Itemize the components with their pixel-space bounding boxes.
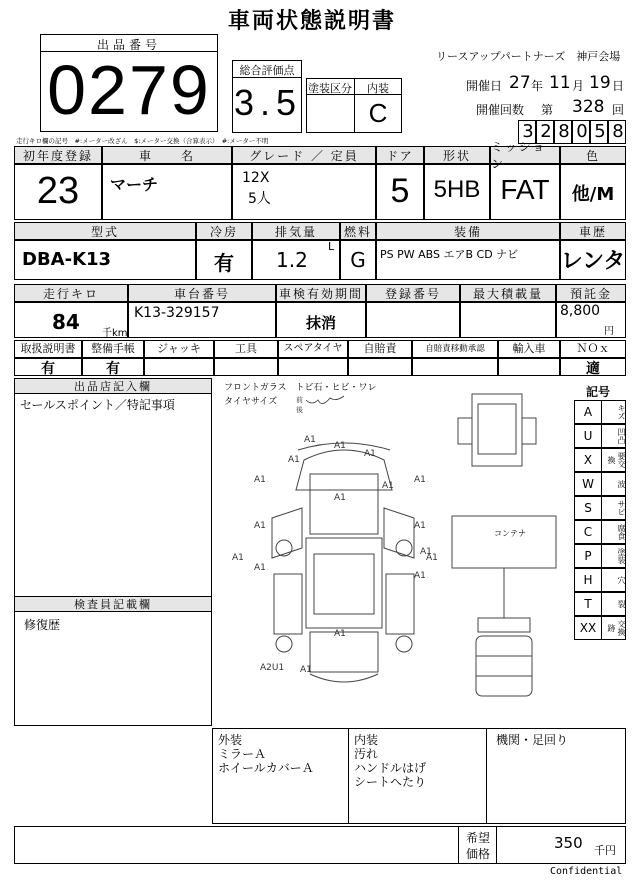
damage-mark: A1 <box>334 629 346 639</box>
lot-number: 0279 <box>47 51 211 129</box>
svg-text:前: 前 <box>296 396 303 404</box>
legend-desc: 穴 <box>617 576 626 584</box>
legend-row <box>574 520 626 544</box>
damage-mark: A1 <box>364 449 376 459</box>
legend-desc: 腐食 <box>617 524 626 540</box>
legend-desc: キズ <box>617 404 626 420</box>
first-reg-year: 23 <box>36 170 80 212</box>
legend-row <box>574 616 626 640</box>
code-digit: 3 <box>522 121 534 142</box>
aircon: 有 <box>214 251 234 275</box>
displacement-unit: L <box>328 240 335 253</box>
lot-label: 出品番号 <box>96 38 161 52</box>
price-label-2: 価格 <box>466 847 491 861</box>
history: レンタ <box>560 249 626 274</box>
price-label-1: 希望 <box>466 831 491 845</box>
shape: 5HB <box>433 176 481 203</box>
hdr-jibaiseki-transfer: 自賠責移動承認 <box>412 340 498 358</box>
displacement: 1.2 <box>276 248 308 272</box>
damage-mark: A1 <box>254 563 266 573</box>
hdr-nox: ＮＯｘ <box>560 340 626 358</box>
hdr-aircon: 冷房 <box>196 222 252 240</box>
footer-confidential: Confidential <box>550 866 623 877</box>
fuel: G <box>350 248 366 272</box>
price-value: 350 <box>554 834 583 852</box>
hdr-grade: グレード ／ 定員 <box>232 146 376 164</box>
svg-text:後: 後 <box>296 406 303 414</box>
date-day-unit: 日 <box>612 79 625 93</box>
venue: リースアップパートナーズ 神戸会場 <box>436 50 621 63</box>
hdr-model: 型式 <box>14 222 196 240</box>
damage-mark: A1 <box>420 547 432 557</box>
damage-mark: A1 <box>426 553 438 563</box>
legend-desc: 交換跡 <box>607 620 626 636</box>
score-label: 総合評価点 <box>239 64 295 77</box>
deposit-unit: 円 <box>604 326 614 337</box>
service-book-value: 有 <box>106 361 120 377</box>
legend-row <box>574 544 626 568</box>
interior-line-1: 汚れ <box>354 747 379 761</box>
chassis-number: K13-329157 <box>134 305 220 321</box>
hdr-service-book: 整備手帳 <box>82 340 144 358</box>
legend-desc: 要交換 <box>607 452 626 468</box>
date-month-unit: 月 <box>572 79 585 93</box>
legend-code: P <box>575 545 602 567</box>
windshield-note: フロントガラス トビ石・ヒビ・ワレ <box>224 383 377 393</box>
manual-value: 有 <box>41 361 55 377</box>
date-year: 27 <box>509 73 531 93</box>
legend-desc: 塗装 <box>617 548 626 564</box>
doors: 5 <box>390 172 410 210</box>
mileage: 84 <box>52 310 80 334</box>
tire-size-label: タイヤサイズ <box>224 397 278 407</box>
interior-label: 内装 <box>367 82 389 95</box>
damage-mark: A2U1 <box>260 663 285 673</box>
code-digit: 0 <box>576 121 588 142</box>
legend-code: T <box>575 593 602 615</box>
hdr-mission: ミッション <box>490 146 560 164</box>
exterior-label: 外装 <box>218 733 243 747</box>
hdr-fuel: 燃料 <box>340 222 376 240</box>
score-value: 3.5 <box>234 82 303 123</box>
hdr-color: 色 <box>560 146 626 164</box>
date-day: 19 <box>589 73 611 93</box>
odometer-note: 走行キロ欄の記号 #:メーター改ざん $:メーター交換（合算表示） #:メーター不明 <box>16 137 269 145</box>
legend-row <box>574 568 626 592</box>
paint-label: 塗装区分 <box>308 82 352 95</box>
exterior-line-2: ホイールカバーＡ <box>218 761 314 775</box>
date-year-unit: 年 <box>531 79 544 93</box>
hdr-max-load: 最大積載量 <box>460 284 556 302</box>
hdr-equipment: 装備 <box>376 222 560 240</box>
date-label: 開催日 <box>466 79 503 93</box>
legend-row <box>574 448 626 472</box>
damage-mark: A1 <box>334 493 346 503</box>
legend-code: S <box>575 497 602 519</box>
interior-value: C <box>368 98 388 128</box>
grade: 12X <box>242 170 270 186</box>
legend-desc: 凹凸 <box>617 428 626 444</box>
equipment: PS PW ABS エアB CD ナビ <box>380 248 519 261</box>
inspector-header: 検査員記載欄 <box>14 596 212 612</box>
damage-mark: A1 <box>304 435 316 445</box>
car-name: マーチ <box>110 175 159 194</box>
hdr-shape: 形状 <box>424 146 490 164</box>
legend-row <box>574 400 626 424</box>
legend-title: 記号 <box>586 385 611 399</box>
interior-notes-label: 内装 <box>354 733 379 747</box>
damage-diagram <box>214 378 574 726</box>
legend-row <box>574 592 626 616</box>
hdr-jibaiseki: 自賠責 <box>348 340 412 358</box>
hdr-manual: 取扱説明書 <box>14 340 82 358</box>
legend-code: U <box>575 425 602 447</box>
hdr-spare-tire: スペアタイヤ <box>278 340 348 358</box>
legend-code: H <box>575 569 602 591</box>
legend-desc: サビ <box>617 500 626 516</box>
hdr-import: 輸入車 <box>498 340 560 358</box>
hdr-registration: 登録番号 <box>366 284 460 302</box>
code-digit: 5 <box>594 121 606 142</box>
session-label: 開催回数 <box>476 103 525 117</box>
legend-code: C <box>575 521 602 543</box>
code-digit: 2 <box>540 121 552 142</box>
hdr-jack: ジャッキ <box>144 340 214 358</box>
damage-mark: A1 <box>414 521 426 531</box>
date-month: 11 <box>549 73 571 93</box>
color: 他/M <box>571 184 615 205</box>
mileage-unit: 千km <box>102 328 128 339</box>
hdr-mileage: 走行キロ <box>14 284 128 302</box>
session-unit: 回 <box>612 103 625 117</box>
legend-row <box>574 472 626 496</box>
damage-mark: A1 <box>254 521 266 531</box>
hdr-inspection: 車検有効期間 <box>276 284 366 302</box>
damage-mark: A1 <box>334 441 346 451</box>
hdr-displacement: 排気量 <box>252 222 340 240</box>
legend-code: X <box>575 449 602 471</box>
legend-code: XX <box>575 617 602 639</box>
legend-row <box>574 496 626 520</box>
capacity: 5人 <box>248 191 271 207</box>
code-digit: 8 <box>558 121 570 142</box>
interior-line-2: ハンドルはげ <box>354 761 427 775</box>
damage-mark: A1 <box>300 665 312 675</box>
page-title: 車両状態説明書 <box>228 9 397 34</box>
hdr-chassis: 車台番号 <box>128 284 276 302</box>
legend-desc: 波 <box>617 480 626 488</box>
hdr-doors: ドア <box>376 146 424 164</box>
seller-header: 出品店記入欄 <box>14 378 212 394</box>
damage-mark: A1 <box>288 455 300 465</box>
seller-text: セールスポイント／特記事項 <box>20 398 175 412</box>
engine-label: 機関・足回り <box>496 733 569 747</box>
damage-mark: A1 <box>414 571 426 581</box>
legend <box>574 400 626 640</box>
hdr-car-name: 車 名 <box>102 146 232 164</box>
damage-mark: A1 <box>382 481 394 491</box>
hdr-first-reg: 初年度登録 <box>14 146 102 164</box>
nox-value: 適 <box>586 361 600 377</box>
session-prefix: 第 <box>541 103 554 117</box>
exterior-line-1: ミラーＡ <box>218 747 267 761</box>
damage-mark: A1 <box>254 475 266 485</box>
price-unit: 千円 <box>594 844 616 857</box>
inspection: 抹消 <box>305 314 336 332</box>
code-digit: 8 <box>612 121 624 142</box>
hdr-deposit: 預託金 <box>556 284 626 302</box>
container-label: コンテナ <box>494 529 526 538</box>
deposit: 8,800 <box>560 303 601 319</box>
damage-mark: A1 <box>232 553 244 563</box>
legend-row <box>574 424 626 448</box>
damage-mark: A1 <box>414 475 426 485</box>
session-value: 328 <box>572 97 605 117</box>
interior-line-3: シートへたり <box>354 775 427 789</box>
hdr-history: 車歴 <box>560 222 626 240</box>
hdr-tools: 工具 <box>214 340 278 358</box>
legend-code: W <box>575 473 602 495</box>
mission: FAT <box>500 174 550 205</box>
legend-code: A <box>575 401 602 423</box>
inspector-text: 修復歴 <box>24 618 61 632</box>
legend-desc: 裂 <box>617 600 626 608</box>
model: DBA-K13 <box>22 249 112 270</box>
